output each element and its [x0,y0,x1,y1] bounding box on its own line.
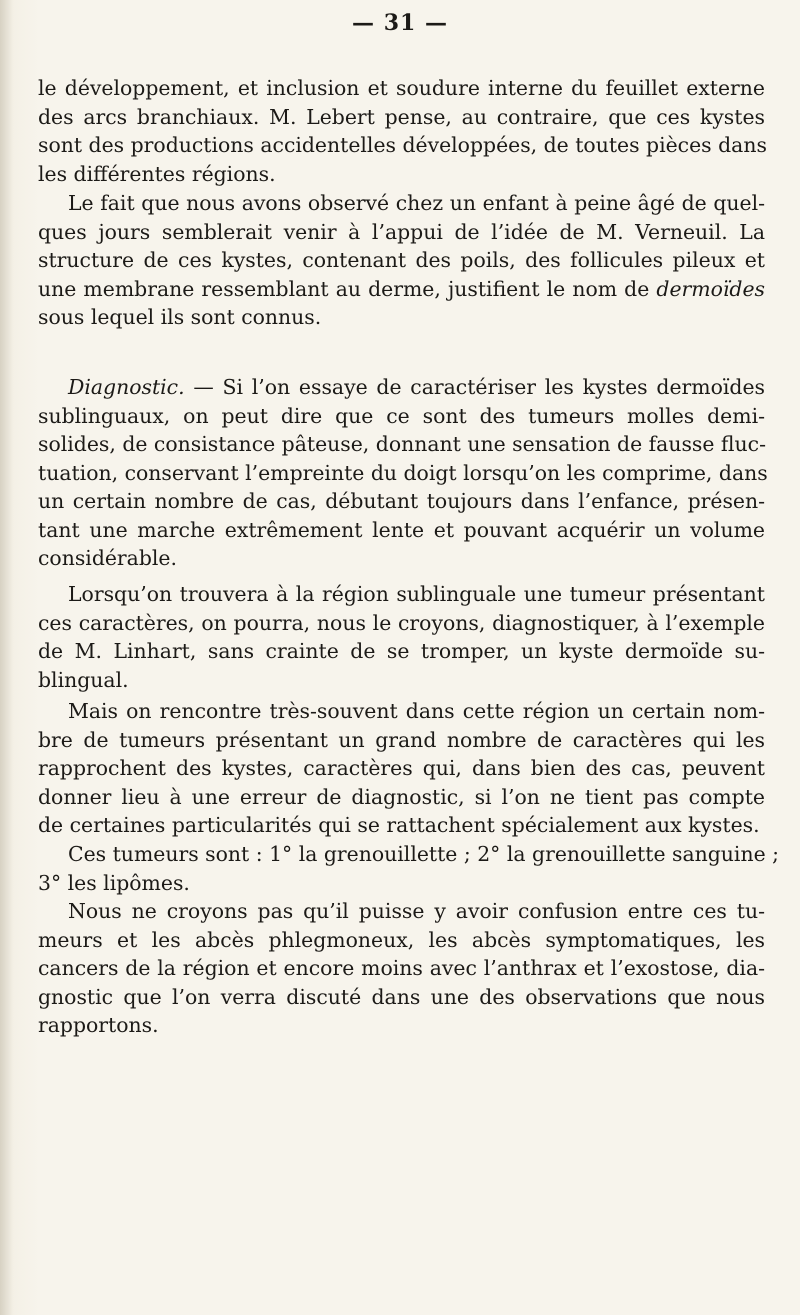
page-gutter-shadow [0,0,14,1315]
text-line: un certain nombre de cas, débutant toujours dans l’enfance, présen- [38,489,765,513]
text-line [38,275,765,304]
text-line: donner lieu à une erreur de diagnostic, si l’on ne tient pas compte [38,784,765,809]
text-line [38,373,765,402]
section-heading-diagnostic: Diagnostic. [68,375,185,399]
paragraph-7 [38,897,765,1040]
text-line: cancers de la région et encore moins avec l’anthrax et l’exostose, dia- [38,956,765,980]
text-line: tuation, conservant l’empreinte du doigt lorsqu’on les comprime, dans [38,460,768,485]
text-line: solides, de consistance pâteuse, donnant une sensation de fausse fluc- [38,432,766,456]
text-line: Nous ne croyons pas qu’il puisse y avoir confusion entre ces tu- [68,899,765,923]
paragraph-1 [38,74,765,188]
page-number: — 31 — [352,10,448,36]
text-line: Ces tumeurs sont : 1° la grenouillette ; 2° la grenouillette sanguine ; [68,842,780,866]
text-line: Lorsqu’on trouvera à la région sublinguale une tumeur présentant [68,582,765,606]
paragraph-5 [38,697,765,840]
text-line: meurs et les abcès phlegmoneux, les abcès symptomatiques, les [38,927,765,952]
text-line: les différentes régions. [38,161,276,186]
text-line: de certaines particularités qui se rattachent spécialement aux kystes. [38,813,760,837]
text-line: de M. Linhart, sans crainte de se tromper, un kyste dermoïde su- [38,639,765,663]
text-line: le développement, et inclusion et soudure interne du feuillet externe [38,76,765,100]
text-line: blingual. [38,667,129,692]
text-line: rapprochent des kystes, caractères qui, dans bien des cas, peuvent [38,756,765,780]
text-line: rapportons. [38,1013,159,1037]
paragraph-2 [38,189,765,332]
text-line: considérable. [38,546,177,570]
text-line: Le fait que nous avons observé chez un enfant à peine âgé de quel- [68,191,765,215]
text-line: Mais on rencontre très-souvent dans cette région un certain nom- [68,699,765,723]
paragraph-3 [38,373,768,573]
text-line: sublinguaux, on peut dire que ce sont des tumeurs molles demi- [38,403,765,428]
text-run: — Si l’on essaye de caractériser les kystes dermoïdes [184,375,765,399]
text-line: gnostic que l’on verra discuté dans une des observations que nous [38,984,765,1009]
italic-term-dermoides: dermoïdes [656,276,765,301]
paragraph-6 [38,840,780,897]
text-line: tant une marche extrêmement lente et pouvant acquérir un volume [38,517,765,542]
paragraph-4 [38,580,765,694]
text-line: 3° les lipômes. [38,870,190,895]
text-run: une membrane ressemblant au derme, justifient le nom de [38,276,657,301]
text-line: ces caractères, on pourra, nous le croyons, diagnostiquer, à l’exemple [38,610,765,635]
text-line: des arcs branchiaux. M. Lebert pense, au contraire, que ces kystes [38,104,765,129]
text-line: structure de ces kystes, contenant des poils, des follicules pileux et [38,248,765,272]
text-line: ques jours semblerait venir à l’appui de l’idée de M. Verneuil. La [38,219,765,244]
text-line: sous lequel ils sont connus. [38,305,322,329]
text-line: sont des productions accidentelles développées, de toutes pièces dans [38,133,767,157]
text-line: bre de tumeurs présentant un grand nombre de caractères qui les [38,727,765,752]
